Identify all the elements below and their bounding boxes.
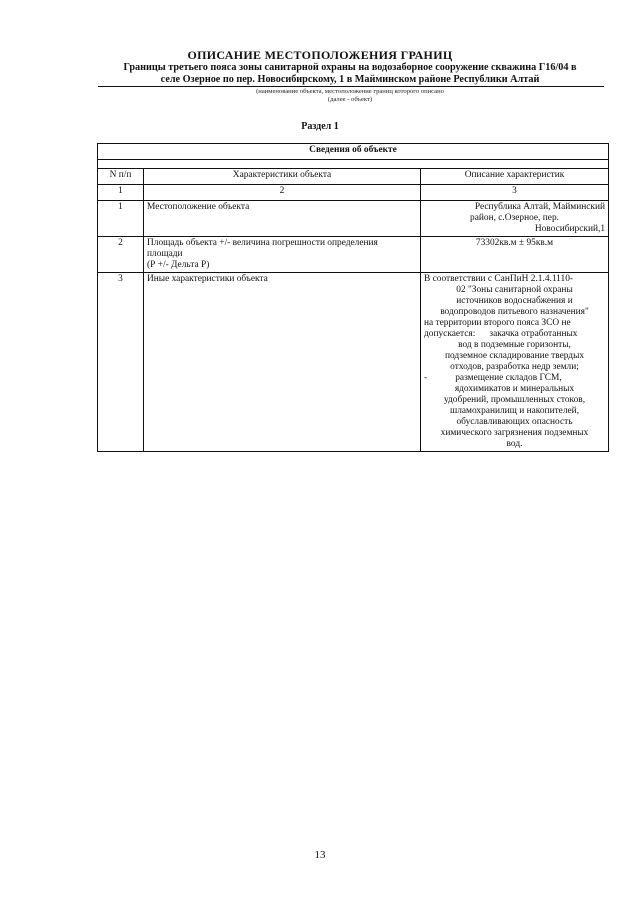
table-row: [98, 273, 609, 452]
table-heading: Сведения об объекте: [98, 144, 609, 160]
table-row: [98, 201, 609, 237]
caption-line-1: (наименование объекта, местоположение границ которого описано: [256, 88, 444, 95]
subtitle-line-1: Границы третьего пояса зоны санитарной охраны на водозаборное сооружение скважина Г16/04 в: [123, 62, 577, 73]
row-characteristic: Местоположение объекта: [144, 201, 421, 237]
row-number: 2: [98, 237, 144, 273]
object-info-table: [97, 143, 609, 452]
column-header-characteristic: Характеристики объекта: [144, 169, 421, 185]
row-number: 1: [98, 201, 144, 237]
row-description: 73302кв.м ± 95кв.м: [421, 237, 609, 273]
subtitle-underline: [98, 86, 604, 87]
object-caption: [100, 88, 600, 104]
table-header-row: [98, 169, 609, 185]
caption-line-2: (далее - объект): [327, 96, 373, 103]
page-number: 13: [314, 849, 326, 861]
column-number-2: 2: [144, 185, 421, 201]
row-description: Республика Алтай, Майминский район, с.Озерное, пер. Новосибирский,1: [421, 201, 609, 237]
section-title: Раздел 1: [301, 121, 339, 132]
document-subtitle: [100, 62, 600, 86]
table-column-number-row: [98, 185, 609, 201]
table-row: [98, 237, 609, 273]
row-characteristic: Площадь объекта +/- величина погрешности определения площади (Р +/- Дельта Р): [144, 237, 421, 273]
subtitle-line-2: селе Озерное по пер. Новосибирскому, 1 в Майминском районе Республики Алтай: [160, 74, 540, 85]
column-number-1: 1: [98, 185, 144, 201]
table-blank-row: [98, 160, 609, 169]
column-number-3: 3: [421, 185, 609, 201]
column-header-num: N п/п: [98, 169, 144, 185]
document-title: ОПИСАНИЕ МЕСТОПОЛОЖЕНИЯ ГРАНИЦ: [187, 48, 453, 62]
row-description: В соответствии с СанПиН 2.1.4.1110- 02 "Зоны санитарной охраны источников водоснабжения и водопроводов питьевого назначения" на территории второго пояса ЗСО не допускается: закачка отработанных вод в подземные горизонты, подземное складирование твердых отходов, разработка недр земли; - размещение складов ГСМ, ядохимикатов и минеральных удобрений, промышленных стоков, шламохранилищ и накопителей, обуславливающих опасность химического загрязнения подземных вод.: [421, 273, 609, 452]
row-characteristic: Иные характеристики объекта: [144, 273, 421, 452]
column-header-description: Описание характеристик: [421, 169, 609, 185]
row-number: 3: [98, 273, 144, 452]
